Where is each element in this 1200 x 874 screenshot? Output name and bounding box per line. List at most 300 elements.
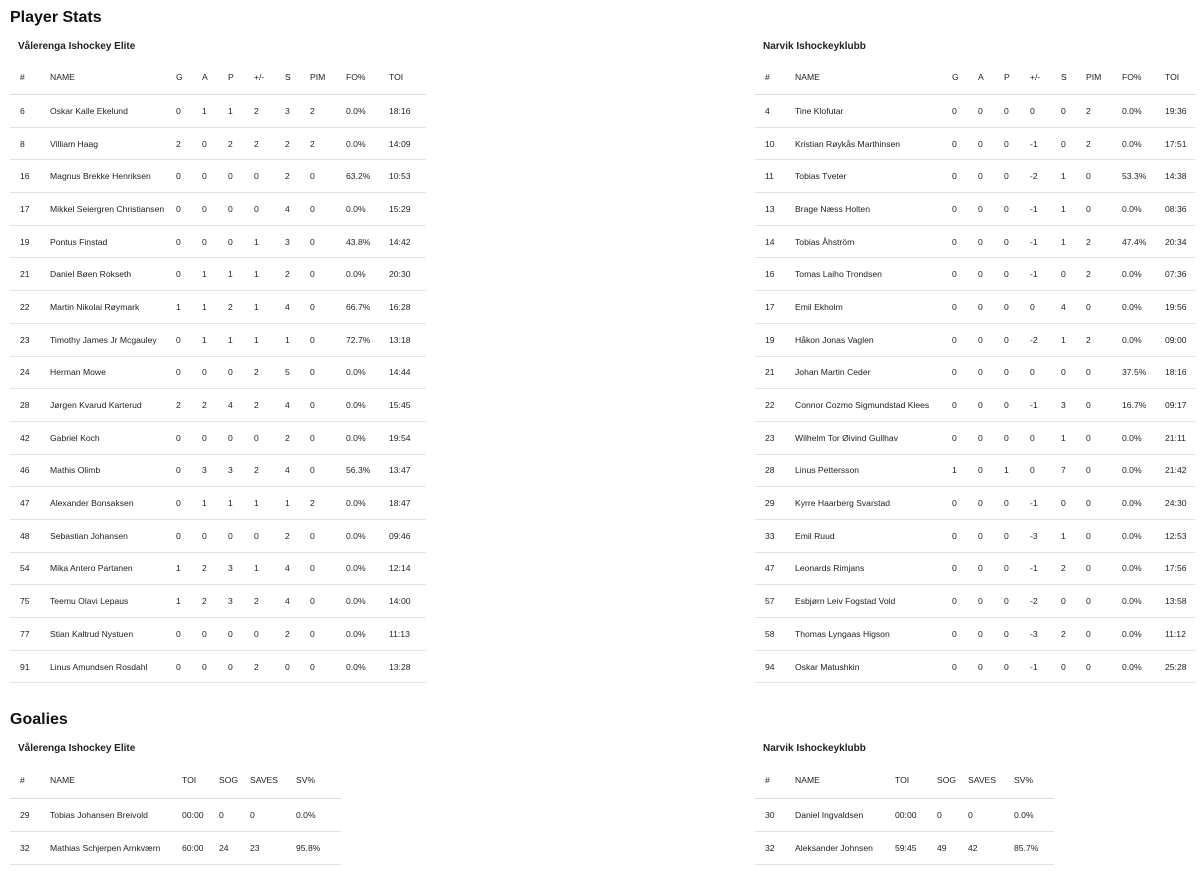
table-row bbox=[755, 323, 1196, 356]
cell-toi: 16:28 bbox=[379, 291, 426, 324]
cell-name: Gabriel Koch bbox=[40, 421, 166, 454]
cell-g: 0 bbox=[942, 487, 968, 520]
cell-a: 2 bbox=[192, 389, 218, 422]
column-header-pim[interactable]: PIM bbox=[300, 60, 336, 95]
cell-a: 0 bbox=[192, 519, 218, 552]
cell-s: 2 bbox=[1051, 618, 1076, 651]
column-header-p[interactable]: P bbox=[218, 60, 244, 95]
player-stats-table bbox=[10, 60, 426, 683]
cell-number: 46 bbox=[10, 454, 40, 487]
cell-a: 0 bbox=[192, 421, 218, 454]
cell-toi: 15:29 bbox=[379, 193, 426, 226]
cell-pim: 0 bbox=[1076, 487, 1112, 520]
cell-g: 0 bbox=[942, 193, 968, 226]
cell-s: 4 bbox=[1051, 291, 1076, 324]
cell-s: 4 bbox=[275, 552, 300, 585]
cell-s: 4 bbox=[275, 389, 300, 422]
cell-p: 1 bbox=[218, 258, 244, 291]
table-row bbox=[10, 650, 426, 683]
cell-a: 3 bbox=[192, 454, 218, 487]
cell-pim: 0 bbox=[1076, 193, 1112, 226]
cell-number: 16 bbox=[10, 160, 40, 193]
cell-a: 0 bbox=[968, 454, 994, 487]
cell-fo-pct: 0.0% bbox=[336, 389, 379, 422]
cell-fo-pct: 0.0% bbox=[1112, 323, 1155, 356]
cell-fo-pct: 0.0% bbox=[336, 650, 379, 683]
cell-toi: 00:00 bbox=[172, 799, 209, 832]
cell-number: 14 bbox=[755, 225, 785, 258]
column-header-number[interactable]: # bbox=[755, 762, 785, 799]
team-name: Narvik Ishockeyklubb bbox=[763, 743, 866, 754]
cell-p: 0 bbox=[994, 225, 1020, 258]
cell-p: 4 bbox=[218, 389, 244, 422]
cell-toi: 09:46 bbox=[379, 519, 426, 552]
cell-name: Aleksander Johnsen bbox=[785, 832, 885, 865]
cell-p: 1 bbox=[218, 323, 244, 356]
cell-toi: 18:16 bbox=[379, 95, 426, 128]
cell-name: Tine Klofutar bbox=[785, 95, 942, 128]
column-header-s[interactable]: S bbox=[275, 60, 300, 95]
cell-s: 3 bbox=[275, 225, 300, 258]
cell-plus-minus: -1 bbox=[1020, 193, 1051, 226]
cell-number: 77 bbox=[10, 618, 40, 651]
cell-a: 0 bbox=[968, 487, 994, 520]
cell-p: 0 bbox=[994, 650, 1020, 683]
cell-s: 0 bbox=[1051, 356, 1076, 389]
cell-toi: 20:30 bbox=[379, 258, 426, 291]
header-row bbox=[10, 762, 341, 799]
cell-toi: 14:38 bbox=[1155, 160, 1196, 193]
column-header-a[interactable]: A bbox=[192, 60, 218, 95]
cell-a: 1 bbox=[192, 258, 218, 291]
cell-number: 23 bbox=[755, 421, 785, 454]
cell-a: 0 bbox=[192, 650, 218, 683]
cell-number: 33 bbox=[755, 519, 785, 552]
cell-sv-pct: 95.8% bbox=[286, 832, 341, 865]
cell-name: Emil Ekholm bbox=[785, 291, 942, 324]
cell-toi: 15:45 bbox=[379, 389, 426, 422]
header-row bbox=[755, 762, 1054, 799]
cell-number: 48 bbox=[10, 519, 40, 552]
column-header-sv-pct[interactable]: SV% bbox=[286, 762, 341, 799]
cell-pim: 0 bbox=[1076, 291, 1112, 324]
cell-s: 0 bbox=[1051, 487, 1076, 520]
cell-g: 1 bbox=[166, 552, 192, 585]
cell-g: 0 bbox=[166, 160, 192, 193]
cell-plus-minus: 1 bbox=[244, 225, 275, 258]
cell-number: 47 bbox=[10, 487, 40, 520]
table-row bbox=[10, 487, 426, 520]
cell-plus-minus: 2 bbox=[244, 454, 275, 487]
cell-pim: 0 bbox=[1076, 585, 1112, 618]
cell-pim: 0 bbox=[300, 323, 336, 356]
cell-saves: 0 bbox=[958, 799, 1004, 832]
table-row bbox=[755, 389, 1196, 422]
cell-fo-pct: 47.4% bbox=[1112, 225, 1155, 258]
column-header-g[interactable]: G bbox=[166, 60, 192, 95]
cell-name: Oskar Matushkin bbox=[785, 650, 942, 683]
team-name: Vålerenga Ishockey Elite bbox=[18, 743, 136, 754]
table-row bbox=[755, 193, 1196, 226]
cell-toi: 11:12 bbox=[1155, 618, 1196, 651]
cell-sog: 0 bbox=[209, 799, 240, 832]
cell-name: Linus Amundsen Rosdahl bbox=[40, 650, 166, 683]
cell-number: 10 bbox=[755, 127, 785, 160]
cell-a: 0 bbox=[968, 618, 994, 651]
table-row bbox=[10, 799, 341, 832]
cell-pim: 0 bbox=[1076, 618, 1112, 651]
cell-name: Herman Mowe bbox=[40, 356, 166, 389]
cell-g: 0 bbox=[942, 291, 968, 324]
cell-number: 19 bbox=[755, 323, 785, 356]
cell-number: 42 bbox=[10, 421, 40, 454]
cell-s: 0 bbox=[1051, 650, 1076, 683]
table-row bbox=[755, 356, 1196, 389]
cell-g: 0 bbox=[166, 421, 192, 454]
table-row bbox=[755, 421, 1196, 454]
cell-plus-minus: 2 bbox=[244, 389, 275, 422]
cell-s: 0 bbox=[1051, 127, 1076, 160]
cell-g: 1 bbox=[166, 585, 192, 618]
cell-a: 0 bbox=[968, 552, 994, 585]
cell-a: 0 bbox=[968, 323, 994, 356]
cell-plus-minus: 0 bbox=[244, 193, 275, 226]
cell-toi: 18:16 bbox=[1155, 356, 1196, 389]
column-header-saves[interactable]: SAVES bbox=[958, 762, 1004, 799]
cell-g: 0 bbox=[166, 95, 192, 128]
cell-g: 1 bbox=[942, 454, 968, 487]
cell-number: 17 bbox=[755, 291, 785, 324]
cell-number: 16 bbox=[755, 258, 785, 291]
cell-s: 1 bbox=[275, 323, 300, 356]
cell-fo-pct: 0.0% bbox=[1112, 650, 1155, 683]
column-header-g[interactable]: G bbox=[942, 60, 968, 95]
cell-s: 1 bbox=[1051, 519, 1076, 552]
cell-s: 4 bbox=[275, 454, 300, 487]
cell-a: 1 bbox=[192, 323, 218, 356]
column-header-plus-minus[interactable]: +/- bbox=[1020, 60, 1051, 95]
goalies-table bbox=[10, 762, 341, 865]
cell-s: 3 bbox=[1051, 389, 1076, 422]
cell-toi: 19:56 bbox=[1155, 291, 1196, 324]
cell-saves: 0 bbox=[240, 799, 286, 832]
cell-a: 0 bbox=[968, 650, 994, 683]
cell-toi: 13:18 bbox=[379, 323, 426, 356]
cell-fo-pct: 0.0% bbox=[1112, 585, 1155, 618]
cell-s: 0 bbox=[1051, 258, 1076, 291]
cell-g: 0 bbox=[942, 552, 968, 585]
cell-fo-pct: 0.0% bbox=[336, 618, 379, 651]
column-header-name[interactable]: NAME bbox=[785, 60, 942, 95]
cell-g: 0 bbox=[942, 389, 968, 422]
cell-number: 17 bbox=[10, 193, 40, 226]
cell-g: 0 bbox=[166, 356, 192, 389]
cell-p: 0 bbox=[994, 127, 1020, 160]
cell-p: 0 bbox=[994, 585, 1020, 618]
cell-a: 2 bbox=[192, 585, 218, 618]
cell-plus-minus: -1 bbox=[1020, 258, 1051, 291]
cell-plus-minus: 2 bbox=[244, 585, 275, 618]
table-row bbox=[10, 225, 426, 258]
cell-p: 1 bbox=[994, 454, 1020, 487]
column-header-sog[interactable]: SOG bbox=[927, 762, 958, 799]
cell-p: 1 bbox=[218, 487, 244, 520]
cell-a: 0 bbox=[192, 160, 218, 193]
cell-toi: 12:53 bbox=[1155, 519, 1196, 552]
cell-number: 94 bbox=[755, 650, 785, 683]
cell-p: 0 bbox=[994, 160, 1020, 193]
column-header-name[interactable]: NAME bbox=[40, 60, 166, 95]
cell-fo-pct: 56.3% bbox=[336, 454, 379, 487]
cell-a: 0 bbox=[968, 519, 994, 552]
column-header-sog[interactable]: SOG bbox=[209, 762, 240, 799]
cell-name: Kristian Røykås Marthinsen bbox=[785, 127, 942, 160]
cell-pim: 2 bbox=[300, 95, 336, 128]
cell-pim: 0 bbox=[1076, 421, 1112, 454]
cell-p: 0 bbox=[218, 618, 244, 651]
cell-sog: 0 bbox=[927, 799, 958, 832]
table-row bbox=[755, 618, 1196, 651]
team-name: Vålerenga Ishockey Elite bbox=[18, 41, 136, 52]
cell-plus-minus: -2 bbox=[1020, 585, 1051, 618]
cell-number: 29 bbox=[755, 487, 785, 520]
column-header-sv-pct[interactable]: SV% bbox=[1004, 762, 1054, 799]
cell-name: Brage Næss Holten bbox=[785, 193, 942, 226]
cell-a: 2 bbox=[192, 552, 218, 585]
cell-g: 1 bbox=[166, 291, 192, 324]
cell-a: 0 bbox=[192, 193, 218, 226]
cell-pim: 0 bbox=[1076, 552, 1112, 585]
cell-number: 58 bbox=[755, 618, 785, 651]
cell-g: 0 bbox=[942, 225, 968, 258]
table-row bbox=[10, 552, 426, 585]
column-header-pim[interactable]: PIM bbox=[1076, 60, 1112, 95]
cell-toi: 09:00 bbox=[1155, 323, 1196, 356]
cell-a: 1 bbox=[192, 95, 218, 128]
cell-toi: 18:47 bbox=[379, 487, 426, 520]
column-header-s[interactable]: S bbox=[1051, 60, 1076, 95]
cell-s: 2 bbox=[275, 618, 300, 651]
table-row bbox=[755, 552, 1196, 585]
cell-s: 3 bbox=[275, 95, 300, 128]
cell-number: 24 bbox=[10, 356, 40, 389]
cell-a: 0 bbox=[968, 421, 994, 454]
cell-pim: 0 bbox=[300, 389, 336, 422]
cell-name: Tobias Johansen Breivold bbox=[40, 799, 172, 832]
cell-g: 0 bbox=[942, 95, 968, 128]
cell-saves: 42 bbox=[958, 832, 1004, 865]
cell-number: 91 bbox=[10, 650, 40, 683]
cell-a: 0 bbox=[968, 585, 994, 618]
table-row bbox=[10, 323, 426, 356]
cell-plus-minus: -1 bbox=[1020, 487, 1051, 520]
cell-plus-minus: -1 bbox=[1020, 650, 1051, 683]
cell-name: Esbjørn Leiv Fogstad Vold bbox=[785, 585, 942, 618]
cell-number: 28 bbox=[10, 389, 40, 422]
cell-number: 21 bbox=[755, 356, 785, 389]
cell-a: 0 bbox=[968, 225, 994, 258]
cell-name: Tobias Åhström bbox=[785, 225, 942, 258]
column-header-saves[interactable]: SAVES bbox=[240, 762, 286, 799]
cell-fo-pct: 0.0% bbox=[1112, 127, 1155, 160]
column-header-toi[interactable]: TOI bbox=[885, 762, 927, 799]
cell-number: 6 bbox=[10, 95, 40, 128]
cell-toi: 14:42 bbox=[379, 225, 426, 258]
cell-plus-minus: 2 bbox=[244, 127, 275, 160]
cell-s: 7 bbox=[1051, 454, 1076, 487]
column-header-toi[interactable]: TOI bbox=[1155, 60, 1196, 95]
cell-p: 0 bbox=[218, 160, 244, 193]
cell-toi: 17:56 bbox=[1155, 552, 1196, 585]
cell-plus-minus: 1 bbox=[244, 291, 275, 324]
cell-number: 21 bbox=[10, 258, 40, 291]
column-header-a[interactable]: A bbox=[968, 60, 994, 95]
cell-sog: 49 bbox=[927, 832, 958, 865]
cell-pim: 0 bbox=[300, 519, 336, 552]
column-header-plus-minus[interactable]: +/- bbox=[244, 60, 275, 95]
cell-pim: 0 bbox=[300, 421, 336, 454]
cell-fo-pct: 0.0% bbox=[336, 356, 379, 389]
cell-name: Mikkel Seiergren Christiansen bbox=[40, 193, 166, 226]
cell-g: 0 bbox=[166, 618, 192, 651]
cell-pim: 0 bbox=[1076, 454, 1112, 487]
goalies-team-0 bbox=[10, 742, 341, 865]
cell-pim: 0 bbox=[300, 552, 336, 585]
cell-fo-pct: 0.0% bbox=[336, 193, 379, 226]
cell-name: Daniel Bøen Rokseth bbox=[40, 258, 166, 291]
column-header-number[interactable]: # bbox=[755, 60, 785, 95]
cell-s: 4 bbox=[275, 291, 300, 324]
cell-fo-pct: 0.0% bbox=[1112, 258, 1155, 291]
cell-name: Mathias Schjerpen Arnkværn bbox=[40, 832, 172, 865]
cell-plus-minus: 0 bbox=[1020, 356, 1051, 389]
cell-fo-pct: 66.7% bbox=[336, 291, 379, 324]
cell-name: Teemu Olavi Lepaus bbox=[40, 585, 166, 618]
column-header-name[interactable]: NAME bbox=[785, 762, 885, 799]
cell-plus-minus: -1 bbox=[1020, 127, 1051, 160]
cell-pim: 0 bbox=[300, 454, 336, 487]
column-header-toi[interactable]: TOI bbox=[172, 762, 209, 799]
cell-s: 0 bbox=[1051, 95, 1076, 128]
cell-name: Kyrre Haarberg Svarstad bbox=[785, 487, 942, 520]
cell-a: 0 bbox=[968, 356, 994, 389]
cell-toi: 17:51 bbox=[1155, 127, 1196, 160]
cell-pim: 0 bbox=[300, 618, 336, 651]
table-row bbox=[10, 585, 426, 618]
cell-p: 0 bbox=[994, 519, 1020, 552]
table-row bbox=[755, 160, 1196, 193]
cell-p: 3 bbox=[218, 552, 244, 585]
cell-p: 0 bbox=[218, 519, 244, 552]
column-header-number[interactable]: # bbox=[10, 60, 40, 95]
cell-fo-pct: 72.7% bbox=[336, 323, 379, 356]
cell-p: 0 bbox=[994, 193, 1020, 226]
cell-s: 5 bbox=[275, 356, 300, 389]
column-header-p[interactable]: P bbox=[994, 60, 1020, 95]
cell-s: 1 bbox=[1051, 193, 1076, 226]
cell-a: 0 bbox=[968, 193, 994, 226]
cell-plus-minus: -1 bbox=[1020, 225, 1051, 258]
cell-sv-pct: 0.0% bbox=[286, 799, 341, 832]
cell-plus-minus: 2 bbox=[244, 356, 275, 389]
cell-plus-minus: -3 bbox=[1020, 519, 1051, 552]
cell-a: 0 bbox=[968, 160, 994, 193]
cell-name: Daniel Ingvaldsen bbox=[785, 799, 885, 832]
column-header-name[interactable]: NAME bbox=[40, 762, 172, 799]
column-header-fo-pct[interactable]: FO% bbox=[1112, 60, 1155, 95]
cell-toi: 20:34 bbox=[1155, 225, 1196, 258]
cell-p: 0 bbox=[994, 258, 1020, 291]
table-row bbox=[755, 487, 1196, 520]
cell-pim: 0 bbox=[300, 291, 336, 324]
cell-name: Emil Ruud bbox=[785, 519, 942, 552]
cell-pim: 2 bbox=[1076, 95, 1112, 128]
cell-number: 13 bbox=[755, 193, 785, 226]
cell-fo-pct: 0.0% bbox=[336, 552, 379, 585]
header-row bbox=[755, 60, 1196, 95]
cell-number: 19 bbox=[10, 225, 40, 258]
cell-p: 1 bbox=[218, 95, 244, 128]
cell-name: Mika Antero Partanen bbox=[40, 552, 166, 585]
cell-fo-pct: 0.0% bbox=[336, 95, 379, 128]
cell-pim: 0 bbox=[1076, 160, 1112, 193]
cell-name: Thomas Lyngaas Higson bbox=[785, 618, 942, 651]
cell-g: 0 bbox=[166, 225, 192, 258]
cell-p: 0 bbox=[218, 225, 244, 258]
team-name: Narvik Ishockeyklubb bbox=[763, 41, 866, 52]
cell-g: 0 bbox=[942, 650, 968, 683]
cell-name: Timothy James Jr Mcgauley bbox=[40, 323, 166, 356]
table-row bbox=[10, 193, 426, 226]
cell-saves: 23 bbox=[240, 832, 286, 865]
column-header-number[interactable]: # bbox=[10, 762, 40, 799]
header-row bbox=[10, 60, 426, 95]
cell-pim: 0 bbox=[300, 193, 336, 226]
cell-pim: 2 bbox=[1076, 258, 1112, 291]
cell-number: 47 bbox=[755, 552, 785, 585]
cell-fo-pct: 53.3% bbox=[1112, 160, 1155, 193]
cell-name: Mathis Olimb bbox=[40, 454, 166, 487]
cell-fo-pct: 43.8% bbox=[336, 225, 379, 258]
cell-name: Alexander Bonsaksen bbox=[40, 487, 166, 520]
cell-name: Connor Cozmo Sigmundstad Klees bbox=[785, 389, 942, 422]
cell-pim: 2 bbox=[300, 127, 336, 160]
cell-pim: 2 bbox=[1076, 225, 1112, 258]
cell-s: 2 bbox=[275, 421, 300, 454]
column-header-toi[interactable]: TOI bbox=[379, 60, 426, 95]
cell-toi: 00:00 bbox=[885, 799, 927, 832]
cell-pim: 0 bbox=[300, 225, 336, 258]
table-row bbox=[10, 127, 426, 160]
cell-toi: 14:09 bbox=[379, 127, 426, 160]
cell-number: 30 bbox=[755, 799, 785, 832]
table-row bbox=[755, 832, 1054, 865]
cell-pim: 0 bbox=[1076, 389, 1112, 422]
cell-p: 0 bbox=[218, 193, 244, 226]
cell-pim: 0 bbox=[300, 356, 336, 389]
cell-toi: 19:36 bbox=[1155, 95, 1196, 128]
cell-plus-minus: -3 bbox=[1020, 618, 1051, 651]
cell-pim: 0 bbox=[1076, 356, 1112, 389]
cell-p: 0 bbox=[218, 421, 244, 454]
column-header-fo-pct[interactable]: FO% bbox=[336, 60, 379, 95]
cell-number: 22 bbox=[10, 291, 40, 324]
cell-a: 0 bbox=[968, 389, 994, 422]
cell-p: 0 bbox=[994, 487, 1020, 520]
cell-g: 0 bbox=[166, 258, 192, 291]
cell-a: 0 bbox=[192, 618, 218, 651]
cell-number: 57 bbox=[755, 585, 785, 618]
